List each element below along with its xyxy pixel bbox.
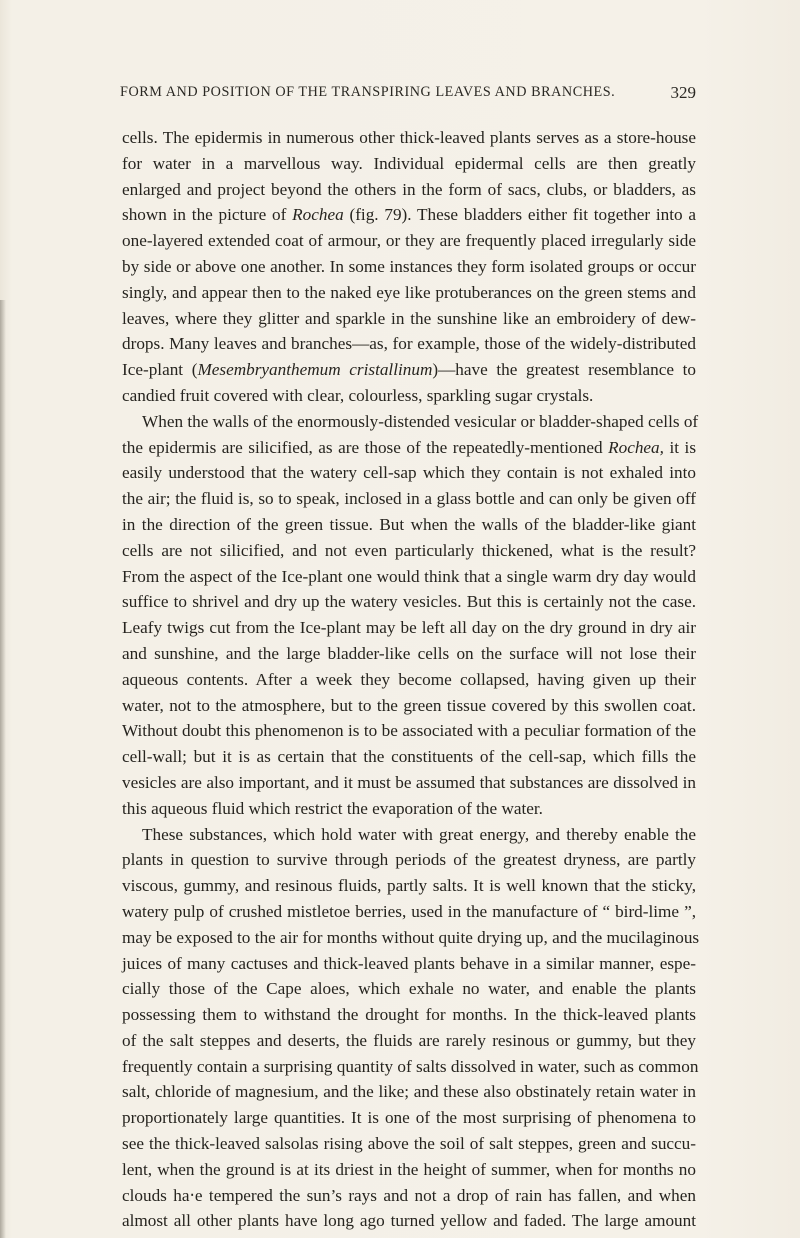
text-line — [122, 460, 696, 486]
text-line — [122, 615, 696, 641]
text-segment: clouds ha‧e tempered the sun’s rays and not a drop of rain has fallen, and when — [122, 1185, 696, 1205]
text-line — [122, 435, 696, 461]
text-segment: aqueous contents. After a week they become collapsed, having given up their — [122, 669, 696, 689]
text-line — [122, 383, 696, 409]
text-line — [122, 1054, 699, 1080]
text-line — [122, 770, 696, 796]
text-line — [122, 822, 696, 848]
text-segment: )—have the greatest resemblance to — [432, 360, 696, 380]
text-segment: When the walls of the enormously-distended vesicular or bladder-shaped cells of — [142, 411, 699, 431]
text-segment: juices of many cactuses and thick-leaved plants behave in a similar manner, espe- — [122, 953, 696, 973]
text-line — [122, 951, 696, 977]
text-segment: proportionately large quantities. It is one of the most surprising of phenomena to — [122, 1108, 696, 1128]
text-line — [122, 486, 696, 512]
text-segment: enlarged and project beyond the others in the form of sacs, clubs, or bladders, as — [122, 179, 696, 199]
text-segment: water, not to the atmosphere, but to the green tissue covered by this swollen coat. — [122, 695, 696, 715]
text-segment: watery pulp of crushed mistletoe berries, used in the manufacture of “ bird-lime ”, — [122, 901, 696, 921]
text-line — [122, 693, 696, 719]
text-line — [122, 1028, 696, 1054]
text-segment: see the thick-leaved salsolas rising above the soil of salt steppes, green and succu- — [122, 1134, 696, 1154]
text-segment: candied fruit covered with clear, colourless, sparkling sugar crystals. — [122, 385, 594, 405]
text-segment: easily understood that the watery cell-sap which they contain is not exhaled into — [122, 463, 696, 483]
text-segment: cells are not silicified, and not even particularly thickened, what is the result? — [122, 540, 696, 560]
text-line — [122, 306, 696, 332]
text-line — [122, 151, 696, 177]
text-segment: These substances, which hold water with great energy, and thereby enable the — [142, 824, 696, 844]
text-segment: leaves, where they glitter and sparkle in the sunshine like an embroidery of dew- — [122, 308, 696, 328]
italic-text: Mesembryanthemum cristallinum — [197, 360, 433, 380]
text-line — [122, 1183, 696, 1209]
text-segment: (fig. 79). These bladders either fit together into a — [343, 205, 696, 225]
body-text — [122, 125, 700, 1234]
text-line — [122, 796, 696, 822]
page-number: 329 — [670, 83, 696, 102]
text-line — [122, 718, 696, 744]
text-segment: cially those of the Cape aloes, which exhale no water, and enable the plants — [122, 979, 696, 999]
text-line — [122, 538, 696, 564]
page-header — [120, 84, 696, 108]
text-segment: by side or above one another. In some instances they form isolated groups or occur — [122, 256, 696, 276]
text-line — [122, 1079, 696, 1105]
text-segment: one-layered extended coat of armour, or they are frequently placed irregularly side — [122, 231, 696, 251]
text-segment: cells. The epidermis in numerous other thick-leaved plants serves as a store-house — [122, 128, 696, 147]
text-segment: and sunshine, and the large bladder-like cells on the surface will not lose their — [122, 643, 696, 663]
text-line — [122, 925, 700, 951]
text-line — [122, 667, 696, 693]
text-segment: drops. Many leaves and branches—as, for example, those of the widely-distributed — [122, 334, 696, 354]
text-segment: almost all other plants have long ago turned yellow and faded. The large amount — [122, 1211, 696, 1231]
text-line — [122, 1208, 696, 1234]
text-segment: Ice-plant ( — [122, 360, 198, 380]
text-segment: plants in question to survive through periods of the greatest dryness, are partly — [122, 850, 696, 870]
text-line — [122, 228, 696, 254]
text-segment: From the aspect of the Ice-plant one would think that a single warm dry day would — [122, 566, 696, 586]
text-line — [122, 331, 696, 357]
text-segment: it is — [663, 437, 697, 457]
text-segment: singly, and appear then to the naked eye like protuberances on the green stems and — [122, 282, 696, 302]
text-segment: viscous, gummy, and resinous fluids, partly salts. It is well known that the sticky, — [122, 876, 696, 896]
italic-text: Rochea, — [608, 437, 664, 457]
text-line — [122, 873, 696, 899]
text-segment: cell-wall; but it is as certain that the constituents of the cell-sap, which fills the — [122, 747, 696, 767]
text-line — [122, 512, 696, 538]
text-line — [122, 254, 696, 280]
text-line — [122, 177, 696, 203]
text-segment: Leafy twigs cut from the Ice-plant may be left all day on the dry ground in dry air — [122, 618, 696, 638]
text-line — [122, 847, 696, 873]
text-segment: vesicles are also important, and it must be assumed that substances are dissolved in — [122, 772, 696, 792]
text-line — [122, 1002, 696, 1028]
text-line — [122, 744, 696, 770]
text-segment: of the salt steppes and deserts, the fluids are rarely resinous or gummy, but they — [122, 1030, 696, 1050]
text-line — [122, 280, 696, 306]
running-title: FORM AND POSITION OF THE TRANSPIRING LEAVES AND BRANCHES. — [120, 84, 616, 100]
text-line — [122, 564, 696, 590]
text-segment: frequently contain a surprising quantity of salts dissolved in water, such as common — [122, 1056, 699, 1076]
text-segment: this aqueous fluid which restrict the evaporation of the water. — [122, 798, 543, 818]
text-segment: may be exposed to the air for months without quite drying up, and the mucilaginous — [122, 927, 700, 947]
italic-text: Rochea — [292, 205, 344, 225]
text-segment: salt, chloride of magnesium, and the like; and these also obstinately retain water in — [122, 1082, 696, 1102]
text-segment: suffice to shrivel and dry up the watery vesicles. But this is certainly not the case. — [122, 592, 696, 612]
text-line — [122, 641, 696, 667]
text-line — [122, 976, 696, 1002]
text-segment: lent, when the ground is at its driest in the height of summer, when for months no — [122, 1159, 696, 1179]
text-line — [122, 1131, 696, 1157]
text-segment: Without doubt this phenomenon is to be associated with a peculiar formation of the — [122, 721, 696, 741]
text-segment: the air; the fluid is, so to speak, inclosed in a glass bottle and can only be given off — [122, 489, 696, 509]
text-segment: in the direction of the green tissue. But when the walls of the bladder-like giant — [122, 514, 696, 534]
binding-shadow — [0, 300, 6, 1238]
text-segment: possessing them to withstand the drought for months. In the thick-leaved plants — [122, 1005, 696, 1025]
text-line — [122, 1157, 696, 1183]
text-segment: the epidermis are silicified, as are those of the repeatedly-mentioned — [122, 437, 609, 457]
text-line — [122, 1105, 696, 1131]
text-line — [122, 357, 696, 383]
text-line — [122, 899, 696, 925]
text-line — [122, 202, 696, 228]
text-segment: for water in a marvellous way. Individual epidermal cells are then greatly — [122, 153, 696, 173]
text-line — [122, 589, 696, 615]
text-line — [122, 409, 699, 435]
text-line — [122, 125, 696, 151]
text-segment: shown in the picture of — [122, 205, 293, 225]
